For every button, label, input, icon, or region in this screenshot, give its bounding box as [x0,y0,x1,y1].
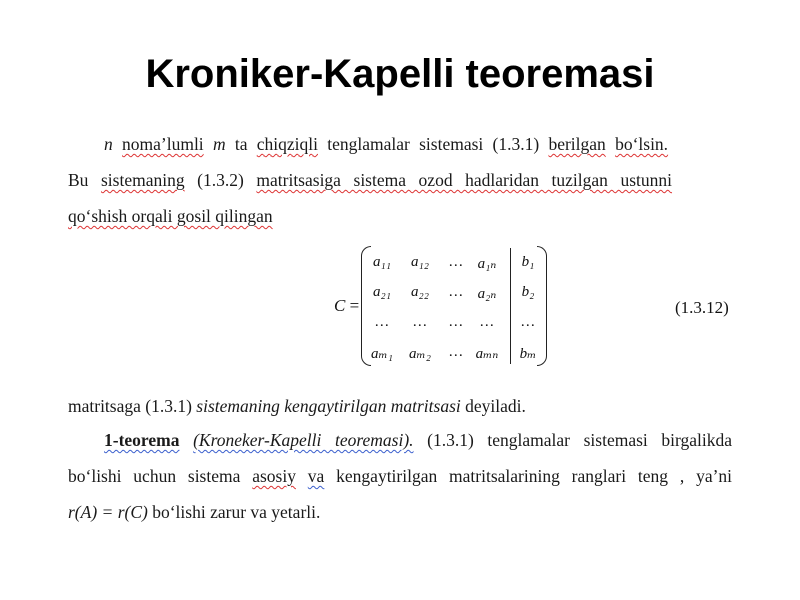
equation-number: (1.3.12) [675,298,729,317]
matrix-cell: bₘ [519,346,537,362]
matrix-cell: b₁ [521,254,535,270]
matrix-label [334,296,359,316]
var-m: m [212,134,226,154]
matrix-cell: a₂₁ [373,284,391,300]
word-asosiy: asosiy [252,466,296,486]
var-n: n [104,134,113,154]
matrix-cell: a₁₂ [411,254,429,270]
word-nomalumli: noma’lumli [122,134,204,154]
matrix-cell: b₂ [521,284,535,300]
word-va: va [307,466,325,486]
matrix-cell: … [480,314,494,330]
word-sistemaning: sistemaning [101,170,185,190]
paragraph-line-2 [68,170,672,191]
theorem-line2-a: bo‘lishi uchun sistema [68,466,241,486]
word-ta: ta [234,134,248,154]
paragraph-2 [68,396,526,417]
rank-formula: r(A) = r(C) [68,502,148,522]
word-berilgan: berilgan [548,134,606,154]
matrix-cell: … [375,314,389,330]
paragraph-line-3 [68,206,273,227]
theorem-line-2 [68,466,732,487]
matrix-cell: aₘ₂ [409,346,431,362]
equals-sign: = [349,296,360,315]
term-kengaytirilgan-matritsa: sistemaning kengaytirilgan matritsasi [196,396,461,416]
theorem-line2-b: kengaytirilgan matritsalarining ranglari teng , ya’ni [336,466,733,486]
theorem-name: (Kroneker-Kapelli teoremasi). [193,430,414,450]
theorem-line-1 [104,430,732,451]
text-matritsaga: matritsaga (1.3.1) [68,396,192,416]
matrix-cell: … [449,284,463,300]
matrix-name: C [334,296,346,315]
text-tenglamalar: tenglamalar sistemasi (1.3.1) [327,134,540,154]
matrix-cell: … [521,314,535,330]
word-chiqziqli: chiqziqli [256,134,318,154]
matrix-cell: a₁₁ [373,254,391,270]
matrix-cell: … [449,314,463,330]
slide-title: Kroniker-Kapelli teoremasi [145,52,655,96]
matrix-cell: a₂₂ [411,284,429,300]
theorem-label: 1-teorema [104,430,180,450]
theorem-line-3 [68,502,320,523]
matrix-cell: a₁ₙ [477,256,497,272]
matrix-cell: … [413,314,427,330]
ref-1-3-2: (1.3.2) [197,170,244,190]
matrix-cell: aₘ₁ [371,346,393,362]
paragraph-line-1 [104,134,668,155]
word-bu: Bu [68,170,89,190]
text-deyiladi: deyiladi. [465,396,526,416]
matrix-cell: aₘₙ [475,346,499,362]
matrix-cell: … [449,254,463,270]
theorem-line1-text: (1.3.1) tenglamalar sistemasi birgalikda [427,430,732,450]
text-qoshish: qo‘shish orqali gosil qilingan [68,206,273,226]
matrix-cell: a₂ₙ [477,286,497,302]
word-bolsin: bo‘lsin. [615,134,669,154]
matrix-cell: … [449,344,463,360]
theorem-line3-text: bo‘lishi zarur va yetarli. [152,502,321,522]
text-matritsasiga: matritsasiga sistema ozod hadlaridan tuzilgan ustunni [256,170,673,190]
